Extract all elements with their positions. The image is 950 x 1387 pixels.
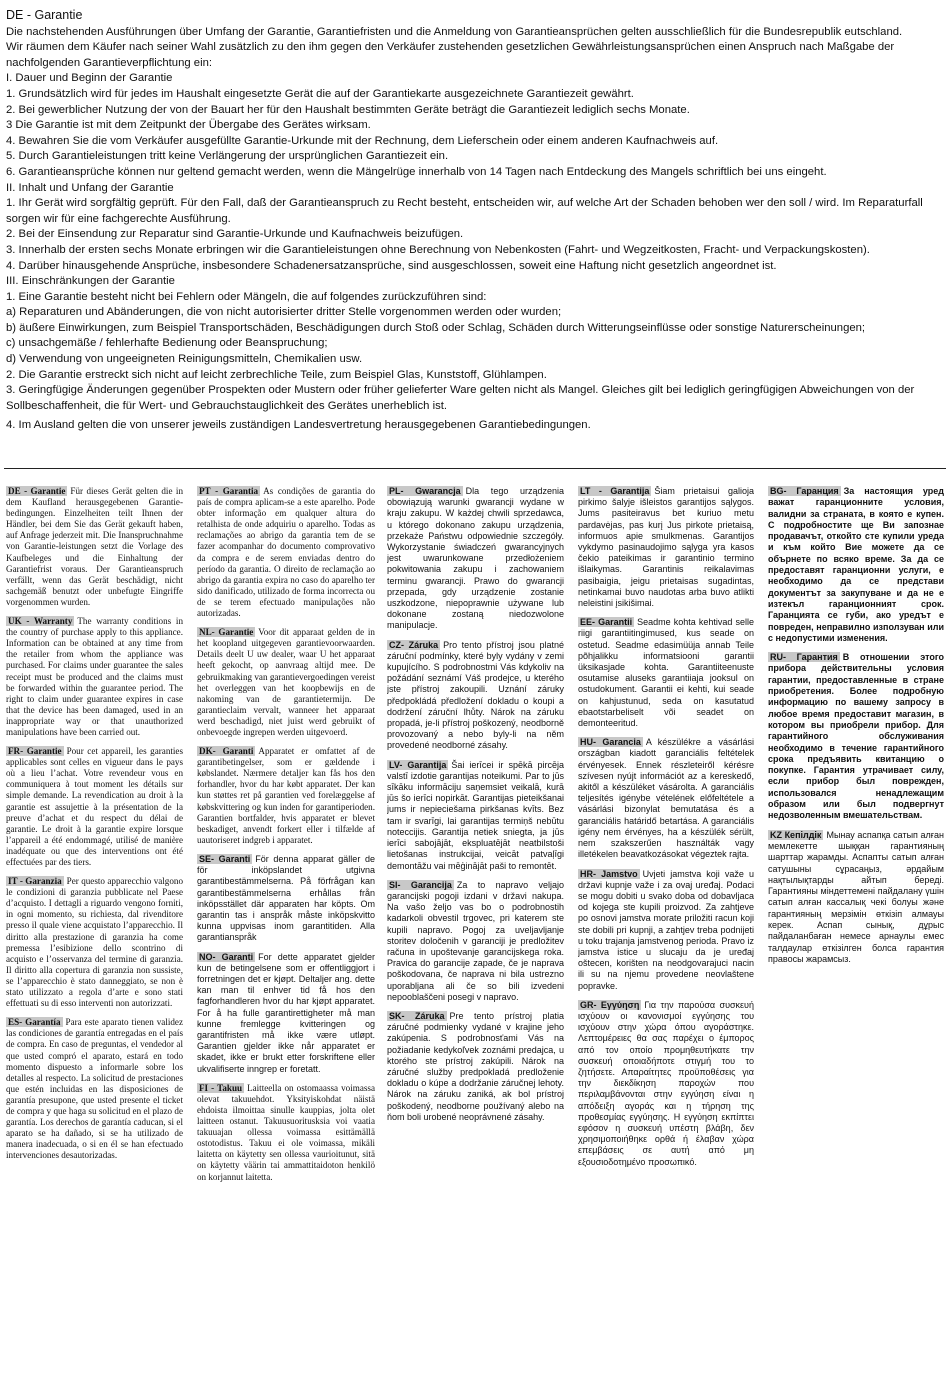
language-section	[768, 830, 944, 966]
main-paragraph: 3. Innerhalb der ersten sechs Monate erbringen wir die Garantieleistungen ohne Berechnung von Nebenkosten (Fahrt- und Wegzeitkosten, Fracht- und Verpackungskosten).	[6, 243, 870, 256]
language-label: SI- Garancija	[389, 879, 452, 890]
main-paragraph: 1. Ihr Gerät wird sorgfältig geprüft. Für den Fall, daß der Garantieanspruch zu Recht besteht, entscheiden wir, auf welche Art der Schaden behoben wer den soll / wird. Im Reparaturfall sorgen wir für eine fachgerechte Ausführung.	[6, 197, 923, 225]
language-text: The warranty conditions in the country of purchase apply to this appliance. Information can be obtained at any time from the retailer from whom the appliance was purchased. For claims under guarantee the sales receipt must be produced and the claims must be forwarded within the guarantee period. The right to claim under guarantee expires in case that the device has been damaged, used in an inappropriate way or that unauthorized manipulations have been carried out.	[6, 616, 183, 737]
language-label: ES- Garantía	[8, 1017, 61, 1028]
main-title: DE - Garantie	[6, 8, 83, 22]
language-text: A készülékre a vásárlási országban kiadott garanciális feltételek érvényesek. Ennek részleteiről kérésre szívesen nyújt információt az a kereskedő, akitől a készüléket vásárolta. A garanciális teljesítés igénybe vételének előfeltétele a vásárlási bizonylat bemutatása és a garanciális határidő betartása. A garanciális igény nem érvényes, ha a készülék sérült, nem szakszerűen használták vagy illetékelen beavatkozásokat végeztek rajta.	[578, 737, 754, 860]
language-section	[6, 876, 183, 1009]
language-label: FI - Takuu	[199, 1082, 243, 1093]
language-text: Per questo apparecchio valgono le condizioni di garanzia pubblicate nel Paese d’acquisto. I dettagli a riguardo vengono forniti, in ogni momento, su richiesta, dal rivenditore presso il quale viene acquistato l’apparecchio. Il diritto alla prestazione di garanzia ha come premessa l’esibizione dello scontrino di acquisto e l’osservanza del termine di garanzia. Il diritto alla copertura di garanzia non sussiste, se l’apparecchio è stato danneggiato, se non è stato utilizzato a regola d’arte e sono stati effettuati su di esso interventi non autorizzati.	[6, 876, 183, 1009]
language-section	[197, 627, 375, 738]
language-label: UK - Warranty	[8, 616, 73, 627]
language-section	[197, 746, 375, 846]
language-label: LT - Garantija	[580, 486, 650, 496]
language-section	[6, 486, 183, 608]
language-section	[6, 1017, 183, 1161]
german-guarantee-text	[6, 8, 944, 434]
language-text: Για την παρούσα συσκευή ισχύουν οι κανονισμοί εγγύησης του ισχύουν στην χώρα όπου αγοράστηκε. Λεπτομέρειες θα σας παρέχει ο έμπορος από τον οποίο προμηθευτήκατε την συσκευή οποιαδήποτε στιγμή του το ζητήσετε. Απαραίτητες προϋποθέσεις για την διεκδίκηση παροχών που περιλαμβάνονται στην εγγύηση είναι η απόδειξη αγοράς και η τήρηση της προθεσμίας εγγύησης. Η εγγύηση εκπίπτει εφόσον η συσκευή υπέστη βλάβη, δεν χρησιμοποιήθηκε ορθά ή έλαβαν χώρα επεμβάσεις σε αυτή από μη εξουσιοδοτημένο προσωπικό.	[578, 999, 754, 1167]
language-section	[768, 486, 944, 644]
language-text: Para este aparato tienen validez las condiciones de garantía entregadas en el país de compra. En caso de preguntas, el vendedor al que usted compró el aparato, estará en todo momento dispuesto a informarle sobre los detalles al respecto. La solicitud de prestaciones que estén incluidas en las disposiciones de garantía presupone, que usted presente el ticket de compra y que haga su solicitud en el plazo de garantía. Los derechos de garantía caducan, si el aparato se ha dañado, si se ha utilizado de manera inadecuada, o si en él se han efectuado intervenciones desautorizadas.	[6, 1017, 183, 1161]
language-label: FR- Garantie	[8, 746, 62, 757]
language-section	[197, 1083, 375, 1183]
language-section	[387, 640, 564, 752]
column-5	[768, 486, 944, 1384]
language-text: Dla tego urządzenia obowiązują warunki gwarancji wydane w kraju zakupu. W każdej chwili sprzedawca, u którego dokonano zakupu urządzenia, przekaże Państwu odpowiednie szczegóły. Wykorzystanie świadczeń gwarancyjnych jest uwarunkowane przedłożeniem pokwitowania zakupu i zachowaniem terminu gwarancji. Prawo do gwarancji przepada, gdy urządzenie zostanie uszkodzone, niepoprawnie używane lub dokonane zostaną niedozwolone manipulacje.	[387, 486, 564, 631]
language-section	[387, 486, 564, 632]
language-section	[197, 952, 375, 1075]
language-label: KZ Кепілдік	[770, 829, 822, 840]
main-paragraphs	[6, 25, 944, 434]
language-text: As condições de garantia do país de compra aplicam-se a este aparelho. Pode obter informação em qualquer altura do retalhista de onde adquiriu o aparelho. Todas as reclamações ao abrigo da garantia tem de se fazer acompanhar do documento comprovativo da compra e de serem enviadas dentro do período da garantia. O direito de reclamação ao abrigo da garantia expira no caso do aparelho ter sido danificado, utilizado de forma incorrecta ou de se terem efectuado manipulações não autorizadas.	[197, 486, 375, 619]
language-text: Šiam prietaisui galioja pirkimo šalyje išleistos garantijos sąlygos. Jums pasiteiravus bet kuriuo metu pardavėjas, pas kurį Jus pirkote prietaisą, informuos apie smulkmenas. Garantijos vykdymo pasinaudojimo sąlyga yra kasos čekio pateikimas ir garantinio termino išlaikymas. Garantinis reikalavimas pasibaigia, jeigu prietaisas sugadintas, netinkamai buvo naudotas arba buvo atlikti neleistini įsikišimai.	[578, 486, 754, 609]
language-text: Za to napravo veljajo garancijski pogoji izdani v državi nakupa. Na vašo željo vas bo o podrobnostih kadarkoli obvestil trgovec, pri katerem ste kupili napravo. Pogoj za uveljavljanje storitev določenih v garanciji je predložitev računa in upoštevanje garancijskega roka. Pravica do garancije zapade, če je naprava poškodovana, če naprava ni bila ustrezno uporabljana ali če so bili izvedeni nepooblaščeni posegi v napravo.	[387, 879, 564, 1002]
language-text: Laitteella on ostomaassa voimassa olevat takuuehdot. Yksityiskohdat näistä ehdoista ilmoittaa sinulle kauppias, jolta olet laitteen ostanut. Takuusuoritusksia voi vaatia takuuajan ollessa voimassa esittämällä ostotodistus. Takuu ei ole voimassa, mikäli laitetta on käytetty sen ollessa vaurioitunut, sitä on käytetty väärin tai ammattitaidoton henkilö on korjannut laitetta.	[197, 1082, 375, 1182]
language-text: Pour cet appareil, les garanties applicables sont celles en vigueur dans le pays où a lieu l’achat. Votre revendeur vous en communiquera à tout moment les détails sur simple demande. La revendication au droit à la garantie est assujettie à la présentation de la preuve d’achat et du respect du délai de garantie. Le droit à la garantie expire lorsque l’appareil a été endommagé, utilisé de manière inadéquate ou que des interventions ont été effectuées par des tiers.	[6, 746, 183, 867]
language-label: LV- Garantija	[389, 759, 447, 770]
main-paragraph: 6. Garantieansprüche können nur geltend gemacht werden, wenn die Mängelrüge innerhalb von 14 Tagen nach Entdeckung des Mangels schriftlich bei uns eingeht.	[6, 165, 827, 178]
language-text: За настоящия уред важат гаранционните условия, валидни за страната, в която е купен. С подробностите ще Ви запознае продавачът, откойто сте купили уреда и към който Вие можете да се обърнете по всяко време. За да се предоставят гаранционни услуги, е необходимо да се представи документът за закупуване и да не е изтекъл гаранционният срок. Гаранцията се губи, ако уредът е повреден, неправилно използуван или с недопустими изменения.	[768, 486, 944, 643]
language-text: Pre tento prístroj platia záručné podmienky vydané v krajine jeho zakúpenia. S podrobnosťami Vás na požiadanie kedykoľvek zoznámi predajca, u ktorého ste prístroj zakúpili. Nárok na záručné služby predpokladá predloženie dokladu o kúpe a dodržanie záručnej lehoty. Nárok na záruku zaniká, ak bol prístroj poškodený, neodborne používaný alebo na ňom boli urobené neoprávnené zásahy.	[387, 1010, 564, 1122]
language-text: Šai ierīcei ir spēkā pircēja valstī izdotie garantijas noteikumi. Par to jūs sīkāku informāciju saņemsiet veikalā, kurā jūs šo ierīci nopirkāt. Garantijas pieteikšanai jums ir nepieciešama pirkšanas kvīts. Bez tam ir svarīgi, lai garantijas termiņš nebūtu noteccijis. Garantija netiek sniegta, ja jūs ierīci sabojājāt, ekspluatējāt neatbilstoši lietošanas instrukcijai, veicāt patvaļīgi demontāžu vai mēģinājāt paši to remontēt.	[387, 759, 564, 871]
language-section	[578, 869, 754, 992]
language-label: NO- Garanti	[199, 951, 254, 962]
language-section	[578, 617, 754, 729]
language-section	[578, 486, 754, 609]
language-section	[768, 652, 944, 821]
language-label: DE - Garantie	[8, 486, 66, 496]
language-section	[578, 1000, 754, 1168]
main-paragraph: 2. Die Garantie erstreckt sich nicht auf leicht zerbrechliche Teile, zum Beispiel Glas, Kunststoff, Glühlampen.	[6, 368, 547, 381]
main-paragraph: 1. Grundsätzlich wird für jedes im Haushalt eingesetzte Gerät die auf der Garantiekarte ausgezeichnete Garantiezeit gewährt.	[6, 87, 634, 100]
main-paragraph: Die nachstehenden Ausführungen über Umfang der Garantie, Garantiefristen und die Anmeldung von Garantieansprüchen gelten ausschließlich für die Bundesrepublik eutschland.	[6, 25, 903, 38]
language-label: SE- Garanti	[199, 853, 251, 864]
main-paragraph: 4. Bewahren Sie die vom Verkäufer ausgefüllte Garantie-Urkunde mit der Rechnung, dem Lieferschein oder einem anderen Kaufnachweis auf.	[6, 134, 719, 147]
language-label: RU- Гарантия	[770, 652, 838, 663]
column-2	[197, 486, 375, 1384]
language-text: Apparatet er omfattet af de garantibetingelser, som er gældende i købslandet. Nærmere detaljer kan fås hos den forhandler, hvor du har købt apparatet. Der kan kun støttes ret på garantien ved forelæggelse af købskvittering og kun inden for garantiperioden. Garantien bortfalder, hvis apparatet er blevet beskadiget, anvendt forkert eller i tilfælde af uautoriseret indgreb i apparatet.	[197, 746, 375, 845]
language-text: Pro tento přístroj jsou platné záruční podmínky, které byly vydány v zemi kupujícího. S podrobnostmi Vás kdykoliv na požádání seznámí Váš prodejce, u kterého jste přístroj zakoupili. Uznání záruky předpokládá předložení dokladu o koupi a dodržení záruční lhůty. Nárok na záruku propadá, je-li přístroj poškozený, neodborně provozovaný a nebo byly-li na něm provedené neodborné zásahy.	[387, 639, 564, 751]
main-paragraph: 2. Bei gewerblicher Nutzung der von der Bauart her für den Haushalt bestimmten Geräte beträgt die Garantiezeit lediglich sechs Monate.	[6, 103, 690, 116]
main-paragraph: III. Einschränkungen der Garantie	[6, 275, 175, 288]
language-label: EE- Garantii	[580, 617, 633, 628]
main-paragraph: d) Verwendung von ungeeigneten Reinigungsmitteln, Chemikalien usw.	[6, 353, 363, 366]
language-text: Voor dit apparaat gelden de in het koopland uitgegeven garantievoorwaarden. Details deelt U uw dealer, waar U het apparaat heeft gekocht, op aanvraag altijd mee. De gebruikmaking van garantievergoedingen vereist het overleggen van het koopbewijs en de nakoming van de garantietermijn. De garantieclaim vervalt, wanneer het apparaat werd beschadigd, niet juist werd gebruikt of onbevoegde ingrepen werden uitgevoerd.	[197, 627, 375, 737]
language-section	[6, 746, 183, 868]
main-paragraph: c) unsachgemäße / fehlerhafte Bedienung oder Beanspruchung;	[6, 337, 328, 350]
language-section	[387, 880, 564, 1003]
language-text: Für dieses Gerät gelten die in dem Kaufland herausgegebenen Garantie-bedingungen. Einzelheiten teilt Ihnen der Händler, bei dem Sie das Gerät gekauft haben, auf Anfrage jederzeit mit. Die Inanspruchnahme von Garantie-leistungen setzt die Vorlage des Kaufbeleges und die Einhaltung der Garantiefrist voraus. Der Garantieanspruch verfällt, wenn das Gerät beschädigt, nicht sachgemäß benutzt oder unbefugte Eingriffe vorgenommen wurden.	[6, 486, 183, 607]
language-label: SK- Záruka	[389, 1010, 445, 1021]
main-paragraph: a) Reparaturen und Abänderungen, die von nicht autorisierter dritter Stelle vorgenommen werden oder wurden;	[6, 306, 562, 319]
language-label: IT - Garanzia	[8, 876, 62, 887]
language-text: В отношении этого прибора действительны условия гарантии, предоставленные в стране приобретения. Более подробную информацию по вашему запросу в любое время предоставит магазин, в котором вы приобрели прибор. Для гарантийного обслуживания необходимо в течение гарантийного срока предъявить квитанцию о покупке. Гарантия утрачивает силу, если прибор был поврежден, использовался ненадлежащим образом или был подвергнут недозволенным вмешательствам.	[768, 652, 944, 821]
main-paragraph: b) äußere Einwirkungen, zum Beispiel Transportschäden, Beschädigungen durch Stoß oder Schlag, Schäden durch Witterungseinflüsse oder sonstige Naturerscheinungen;	[6, 321, 866, 334]
column-1	[6, 486, 183, 1384]
main-paragraph: 5. Durch Garantieleistungen tritt keine Verlängerung der ursprünglichen Garantiezeit ein.	[6, 150, 449, 163]
main-paragraph: 4. Darüber hinausgehende Ansprüche, insbesondere Schadenersatzansprüche, sind ausgeschlossen, soweit eine Haftung nicht gesetzlich angeordnet ist.	[6, 259, 777, 272]
language-label: PL- Gwarancja	[389, 486, 461, 496]
column-4	[578, 486, 754, 1384]
language-section	[387, 1011, 564, 1123]
language-label: HU- Garancia	[580, 737, 641, 748]
main-paragraph: 1. Eine Garantie besteht nicht bei Fehlern oder Mängeln, die auf folgendes zurückzuführen sind:	[6, 290, 487, 303]
language-section	[197, 486, 375, 619]
section-divider	[4, 468, 946, 469]
main-paragraph: I. Dauer und Beginn der Garantie	[6, 72, 173, 85]
main-paragraph: II. Inhalt und Unfang der Garantie	[6, 181, 174, 194]
main-paragraph: Wir räumen dem Käufer nach seiner Wahl zusätzlich zu den ihm gegen den Verkäufer zustehenden gesetzlichen Gewährleistungsansprüchen einen Anspruch nach Maßgabe der nachfolgenden Garantieverpflichtung ein:	[6, 41, 895, 69]
main-paragraph: 4. Im Ausland gelten die von unserer jeweils zuständigen Landesvertretung herausgegebenen Garantiebedingungen.	[6, 419, 591, 432]
language-label: CZ- Záruka	[389, 639, 439, 650]
language-section	[6, 616, 183, 738]
language-label: NL- Garantie	[199, 627, 254, 638]
language-text: Uvjeti jamstva koji važe u državi kupnje važe i za ovaj uređaj. Podaci se mogu dobiti u svako doba od dobavljaca od kojega ste kupili proizvod. Za zahtjeve po osnovi jamstva morate priložiti racun koji ste dobili pri kupnji, a zahtjev treba podnijeti u toku trajanja jamstvenog perioda. Pravo iz jamstva istice u slucaju da je uređaj oštecen, korišten na neodgovarajuci nacin ili su na njemu provedene neovlaštene popravke.	[578, 868, 754, 991]
main-paragraph: 3. Geringfügige Änderungen gegenüber Prospekten oder Mustern oder früher gelieferter Ware gelten nicht als Mangel. Gleiches gilt bei lediglich geringfügigen Abweichungen von der Sollbeschaffenheit, die für Wert- und Gebrauchstauglichkeit des Gerätes unerheblich ist.	[6, 384, 915, 412]
main-paragraph: 3 Die Garantie ist mit dem Zeitpunkt der Übergabe des Gerätes wirksam.	[6, 119, 371, 132]
language-label: DK- Garanti	[199, 746, 254, 757]
language-label: HR- Jamstvo	[580, 868, 638, 879]
language-text: Seadme kohta kehtivad selle riigi garantiitingimused, kus seade on ostetud. Seadme edasimüüja annab Teile põhjalikku informatsiooni garantii üksikasjade kohta. Garantiiteenuste osutamise aluseks garantiiaja jooksul on ostudokument. Garantii ei kehti, kui seade on kahjustunud, seda on kasutatud ebaotstarbeliselt või seadet on demonteeritud.	[578, 617, 754, 729]
language-label: PT - Garantia	[199, 486, 259, 496]
language-section	[387, 760, 564, 872]
language-label: GR- Εγγύηση	[580, 999, 640, 1010]
language-text: För denna apparat gäller de för inköpslandet utgivna garantibestämmelserna. På förfrågan kan garantibestämmelserna erhållas från inköpsstället där apparaten har köpts. Om garantin tas i anspråk måste inköpskvitto kunna uppvisas inom garantitiden. Alla garantianspråk	[197, 853, 375, 943]
column-3	[387, 486, 564, 1384]
language-text: For dette apparatet gjelder kun de betingelsene som er offentliggjort i forretningen det er kjøpt. Deltaljer ang. dette kan man til enhver tid få hos den fagforhandleren hvor du har kjøpt apparatet. For å ha fulle garantirettigheter må man kunne fremlegge kvitteringen og garantifristen må ikke være utløpt. Garantien gjelder ikke når apparatet er skadet, ikke er brukt etter forskriftene eller ukvalifiserte inngrep er foretatt.	[197, 951, 375, 1074]
language-section	[197, 854, 375, 944]
language-section	[578, 737, 754, 860]
main-paragraph: 2. Bei der Einsendung zur Reparatur sind Garantie-Urkunde und Kaufnachweis beizufügen.	[6, 228, 464, 241]
language-label: BG- Гаранция	[770, 486, 839, 496]
language-text: Мынау аспапқа сатып алған мемлекетте шыққан гарантияның шарттар жарамды. Аспапты сатып алған сатушыны сұрасаңыз, әрдайым нақтылықтарды айтып береді. Гарантияны міндеттемені пайдалану үшін сатып алған кассалық чекі болуы және гарантияның мерзімін өткізіп алмауы керек. Аспап сынық, дұрыс пайдаланбаған немесе арнаулы емес талдаулар өткізілген болса гарантия правосы жарамсыз.	[768, 829, 944, 964]
